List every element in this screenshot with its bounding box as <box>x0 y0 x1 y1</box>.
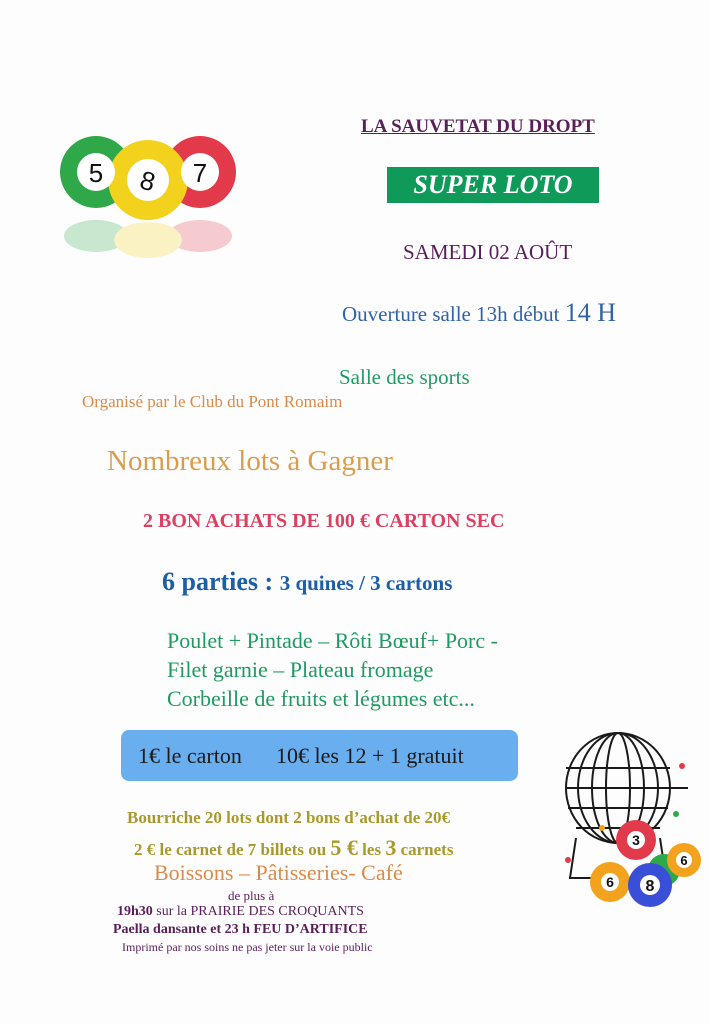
price-bundle: 10€ les 12 + 1 gratuit <box>276 743 464 768</box>
cage-ball-number: 3 <box>632 832 640 848</box>
paella-line: Paella dansante et 23 h FEU D’ARTIFICE <box>113 922 368 937</box>
opening-hours <box>342 298 616 328</box>
de-plus: de plus à <box>228 888 275 903</box>
carnet-part: les <box>362 840 382 859</box>
price-single: 1€ le carton <box>138 743 242 768</box>
lots-heading: Nombreux lots à Gagner <box>107 445 393 477</box>
parties-detail: 3 quines / 3 cartons <box>279 571 453 595</box>
prairie-time: 19h30 <box>117 904 153 919</box>
opening-text: Ouverture salle 13h début <box>342 302 560 326</box>
event-banner <box>387 167 599 203</box>
ball-number: 8 <box>136 164 159 198</box>
prize-list <box>167 626 498 713</box>
carnet-info <box>134 835 453 861</box>
bingo-cage-icon <box>556 728 706 913</box>
prairie-text: sur la PRAIRIE DES CROQUANTS <box>156 904 364 919</box>
cage-ball-number: 6 <box>606 874 614 890</box>
bon-achats: 2 BON ACHATS DE 100 € CARTON SEC <box>143 510 505 532</box>
organizer: Organisé par le Club du Pont Romaim <box>82 392 343 411</box>
prairie-line <box>117 904 364 920</box>
price-box <box>121 730 518 781</box>
bourriche-info: Bourriche 20 lots dont 2 bons d’achat de 20€ <box>127 808 451 827</box>
event-title: SUPER LOTO <box>413 170 573 199</box>
prize-line: Filet garnie – Plateau fromage <box>167 657 434 682</box>
carnet-part: carnets <box>400 840 454 859</box>
carnet-price: 5 € <box>330 835 358 860</box>
ball-number: 5 <box>88 158 104 188</box>
lottery-balls-logo-icon <box>58 118 240 268</box>
refreshments: Boissons – Pâtisseries- Café <box>154 860 403 885</box>
event-date: SAMEDI 02 AOÛT <box>403 240 573 264</box>
prize-line: Poulet + Pintade – Rôti Bœuf+ Porc - <box>167 628 498 653</box>
carnet-part: 2 € le carnet de 7 billets ou <box>134 840 327 859</box>
venue: Salle des sports <box>339 365 470 389</box>
town-name: LA SAUVETAT DU DROPT <box>361 116 595 137</box>
cage-ball-number: 6 <box>680 853 688 868</box>
prize-line: Corbeille de fruits et légumes etc... <box>167 686 475 711</box>
ball-number: 7 <box>192 158 208 188</box>
start-time: 14 H <box>564 298 617 327</box>
printed-note: Imprimé par nos soins ne pas jeter sur la voie public <box>122 940 373 954</box>
parties-label: 6 parties : <box>162 567 274 596</box>
parties-line <box>162 567 452 597</box>
cage-ball-number: 8 <box>645 878 655 895</box>
carnet-count: 3 <box>385 835 397 860</box>
